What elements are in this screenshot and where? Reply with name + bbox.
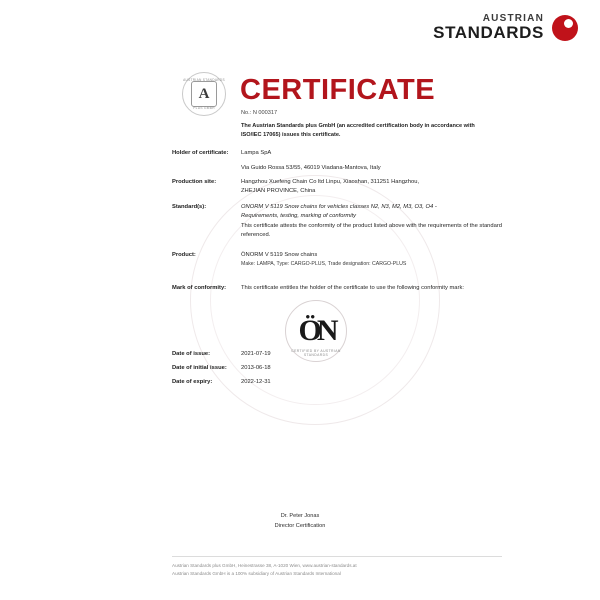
standard-line-2: Requirements, testing, marking of conformity xyxy=(241,213,357,220)
seal-ring-top-text: AUSTRIAN STANDARDS xyxy=(183,78,225,82)
standard-attestation: This certificate attests the conformity of the product listed above with the requirements of the standard referenced. xyxy=(241,222,502,239)
conformity-mark-glyph: ÖN xyxy=(298,314,334,347)
signature-block xyxy=(0,512,600,531)
issuer-statement: The Austrian Standards plus GmbH (an accredited certification body in accordance with ISO/IEC 17065) issues this certificate. xyxy=(241,123,475,138)
seal-letter: A xyxy=(191,81,217,107)
field-label: Production site: xyxy=(172,179,217,185)
field-mark-of-conformity xyxy=(172,284,502,293)
product-details: Make: LAMPA, Type: CARGO-PLUS, Trade designation: CARGO-PLUS xyxy=(241,261,407,268)
field-label: Date of issue: xyxy=(172,351,211,357)
field-product xyxy=(172,251,502,269)
mark-of-conformity-text: This certificate entitles the holder of the certificate to use the following conformity mark: xyxy=(241,285,464,291)
footer-line-1: Austrian Standards plus GmbH, Heinestrasse 38, A-1020 Wien, www.austrian-standards.at xyxy=(172,563,357,568)
field-label: Date of expiry: xyxy=(172,379,213,385)
signatory-name: Dr. Peter Jonas xyxy=(280,513,320,519)
brand-text xyxy=(433,14,544,41)
field-value xyxy=(241,284,502,293)
field-value: 2013-06-18 xyxy=(241,365,271,371)
brand-line-2: STANDARDS xyxy=(433,23,544,42)
signatory-role: Director Certification xyxy=(274,522,326,529)
certificate-number: No.: N 000317 xyxy=(241,110,278,116)
field-date-of-expiry xyxy=(172,378,502,387)
field-holder-of-certificate xyxy=(172,149,502,174)
page-title: CERTIFICATE xyxy=(240,74,436,106)
austrian-standards-logo xyxy=(433,14,578,41)
standard-line-1: ONORM V 5119 Snow chains for vehicles classes N2, N3, M2, M3, O3, O4 - xyxy=(241,204,437,210)
field-value xyxy=(241,251,502,269)
footer-line-2: Austrian Standards GmbH is a 100% subsidiary of Austrian Standards International xyxy=(172,571,341,577)
austrian-standards-dot-icon xyxy=(552,15,578,41)
product-name: ÖNORM V 5119 Snow chains xyxy=(241,252,318,258)
production-site-line-2: ZHEJIAN PROVINCE, China xyxy=(241,188,316,195)
field-value xyxy=(241,149,502,174)
accreditation-seal-icon xyxy=(182,72,226,116)
field-label: Mark of conformity: xyxy=(172,285,227,291)
field-label: Date of initial issue: xyxy=(172,365,227,371)
field-value: 2021-07-19 xyxy=(241,351,271,357)
conformity-mark-ring-text: CERTIFIED BY AUSTRIAN STANDARDS xyxy=(291,349,341,357)
footer xyxy=(172,556,502,578)
holder-address: Via Guido Rossa 53/55, 46019 Viadana-Mantova, Italy xyxy=(241,165,381,172)
seal-ring-bottom-text: PLUS GMBH xyxy=(193,106,215,110)
field-standards xyxy=(172,203,502,241)
field-label: Standard(s): xyxy=(172,204,207,210)
field-production-site xyxy=(172,178,502,197)
holder-name: Lampa SpA xyxy=(241,150,272,156)
field-value xyxy=(241,203,502,241)
field-date-of-issue xyxy=(172,350,502,359)
brand-line-1: AUSTRIAN xyxy=(482,13,544,24)
field-label: Product: xyxy=(172,252,196,258)
field-label: Holder of certificate: xyxy=(172,150,229,156)
production-site-line-1: Hangzhou Xuefeng Chain Co ltd Linpu, Xiaoshan, 311251 Hangzhou, xyxy=(241,179,420,185)
field-value: 2022-12-31 xyxy=(241,379,271,385)
field-date-of-initial-issue xyxy=(172,364,502,373)
field-value xyxy=(241,178,502,197)
